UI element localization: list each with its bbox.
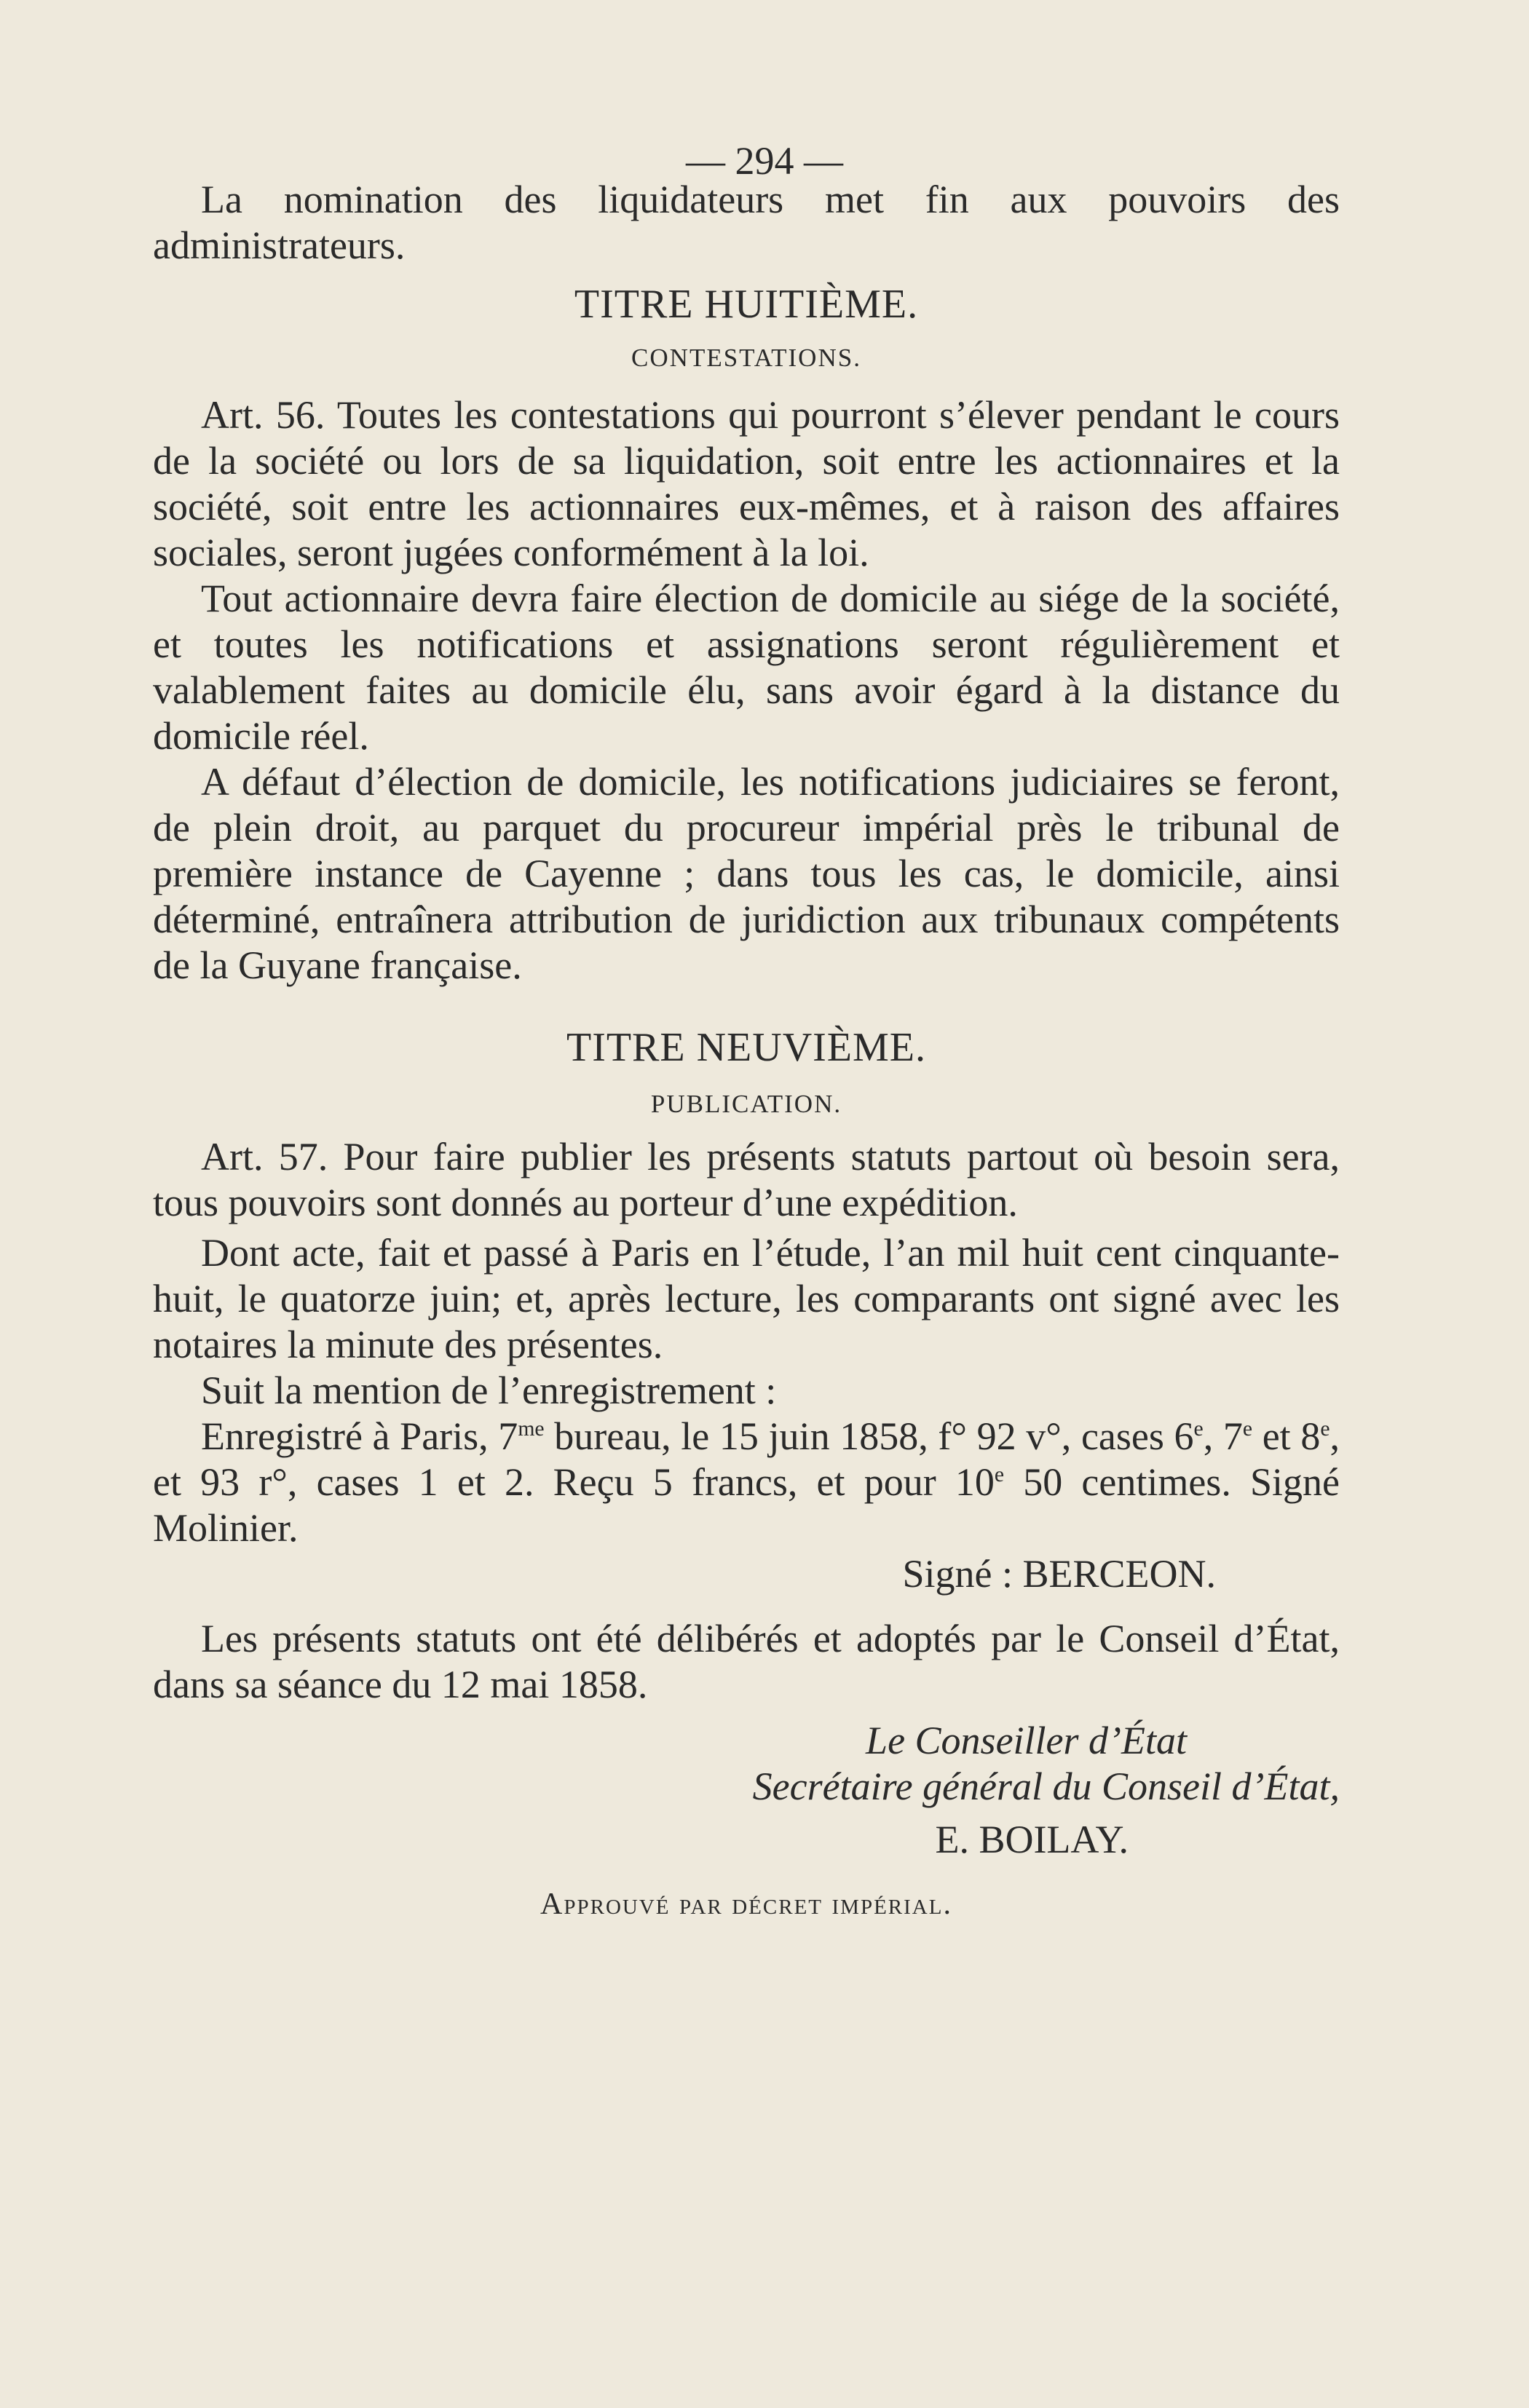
paragraph-domicile: Tout actionnaire devra faire élection de domicile au siége de la société, et toutes les notifications et assignations seront régulièrement et valablement faites au domicile élu, sans avoir égard à la distance du domicile réel. <box>153 577 1340 758</box>
text-body <box>153 0 1340 1928</box>
paragraph-liquidateurs: La nomination des liquidateurs met fin aux pouvoirs des administrateurs. <box>153 178 1340 267</box>
paragraph-suit-mention: Suit la mention de l’enregistrement : <box>201 1369 777 1412</box>
paragraph-dont-acte: Dont acte, fait et passé à Paris en l’étude, l’an mil huit cent cinquante-huit, le quatorze juin; et, après lecture, les comparants ont signé avec les notaires la minute des présentes. <box>153 1231 1340 1366</box>
page-number: — 294 — <box>686 139 843 183</box>
subtitle-publication: PUBLICATION. <box>650 1090 842 1118</box>
title-huitieme: TITRE HUITIÈME. <box>574 282 919 327</box>
article-57: Art. 57. Pour faire publier les présents statuts partout où besoin sera, tous pouvoirs sont donnés au porteur d’une expédition. <box>153 1135 1340 1224</box>
paragraph-presents-statuts: Les présents statuts ont été délibérés et adoptés par le Conseil d’État, dans sa séance du 12 mai 1858. <box>153 1617 1340 1706</box>
article-56: Art. 56. Toutes les contestations qui pourront s’élever pendant le cours de la société ou lors de sa liquidation, soit entre les actionnaires et la société, soit entre les actionnaires eux-mêmes, et à raison des affaires sociales, seront jugées conformément à la loi. <box>153 393 1340 574</box>
title-neuvieme: TITRE NEUVIÈME. <box>566 1025 926 1070</box>
signature-title-conseiller: Le Conseiller d’État <box>866 1719 1187 1762</box>
signature-title-secretaire: Secrétaire général du Conseil d’État, <box>752 1765 1340 1808</box>
signature-berceon: Signé : BERCEON. <box>902 1552 1216 1596</box>
subtitle-contestations: CONTESTATIONS. <box>631 344 861 372</box>
paragraph-defaut: A défaut d’élection de domicile, les notifications judiciaires se feront, de plein droit, au parquet du procureur impérial près le tribunal de première instance de Cayenne ; dans tous les cas, le domicile, ainsi déterminé, entraînera attribution de juridiction aux tribunaux compétents de la Guyane française. <box>153 760 1340 987</box>
approval-line: Approuvé par décret impérial. <box>540 1888 952 1921</box>
signature-name-boilay: E. BOILAY. <box>935 1818 1129 1861</box>
paragraph-enregistrement: Enregistré à Paris, $7^{me}$ bureau, le 15 juin 1858, f° 92 v°, cases 6e, 7e et 8e, et 93 r°, cases 1 et 2. Reçu 5 francs, et pour 10e 50 centimes. Signé Molinier. <box>153 1414 1340 1550</box>
